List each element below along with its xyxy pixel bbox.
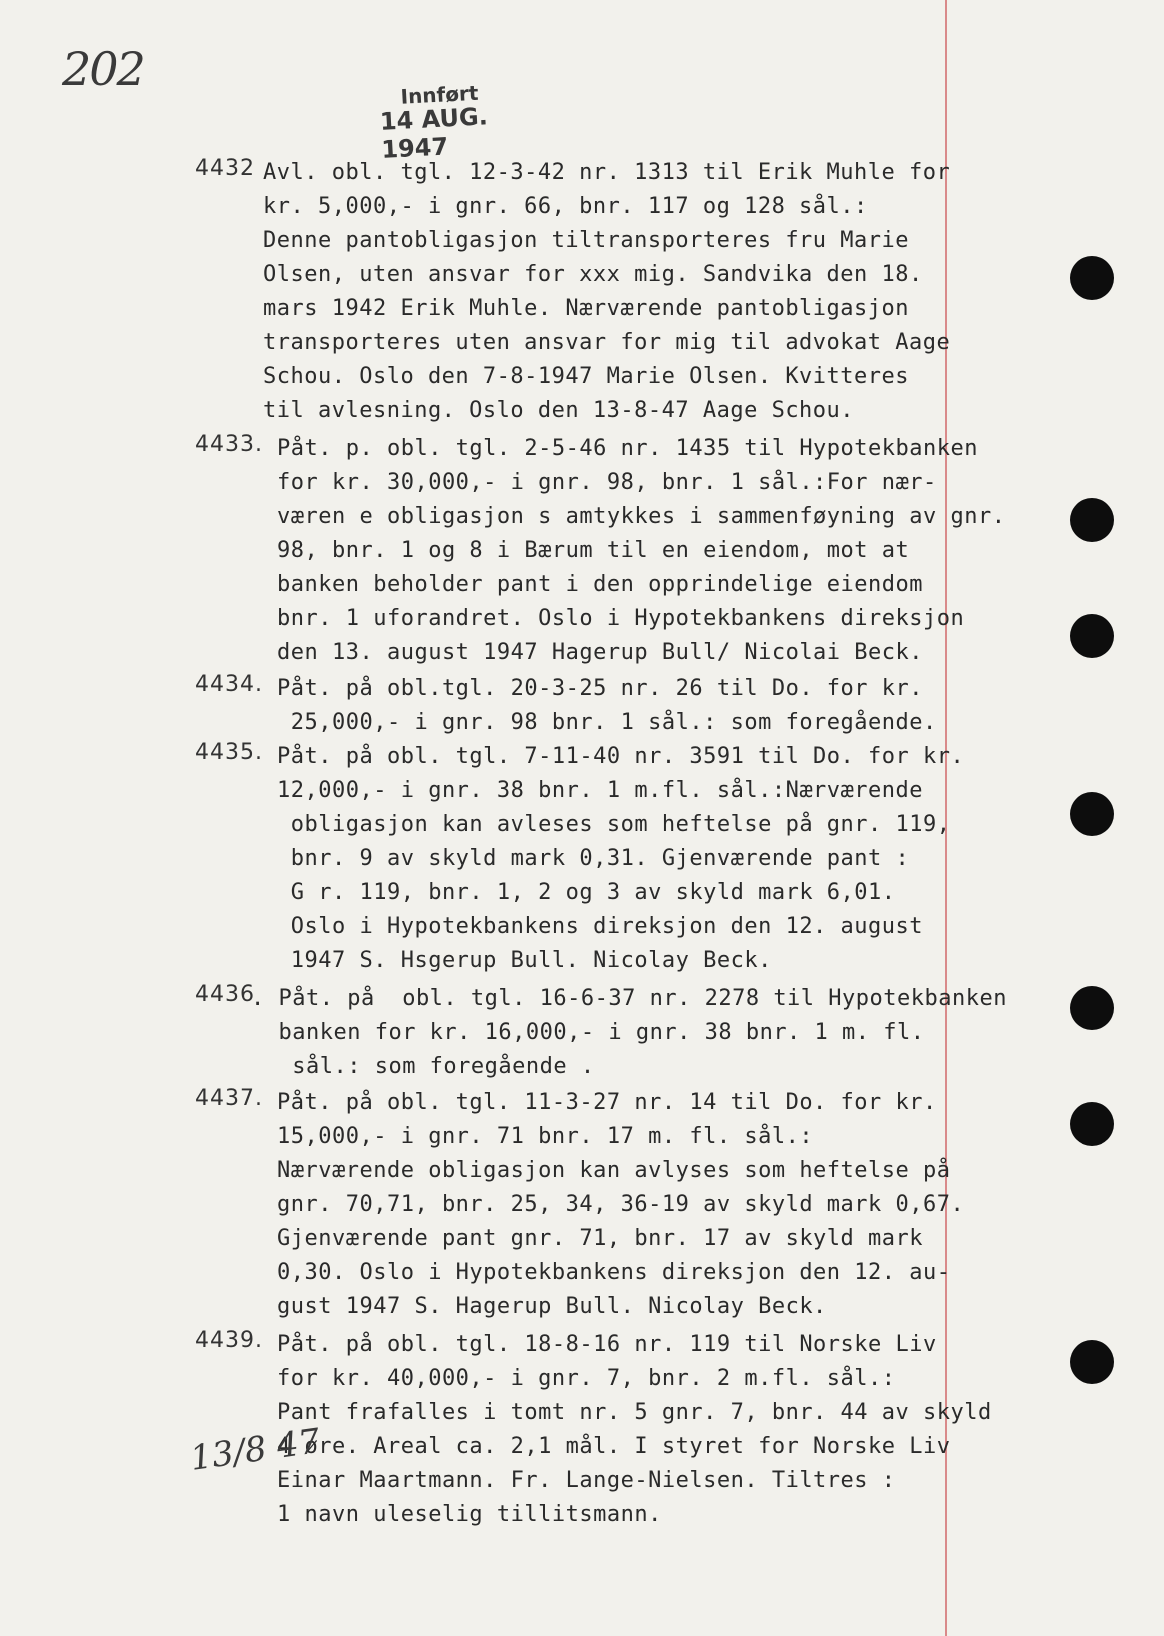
entry-line: gust 1947 S. Hagerup Bull. Nicolay Beck.: [277, 1294, 827, 1319]
entry-line: 25,000,- i gnr. 98 bnr. 1 sål.: som foregående.: [277, 710, 937, 735]
margin-note: 13/8 47: [187, 1421, 323, 1479]
entry-number: 4435.: [195, 740, 263, 765]
entry-line: banken beholder pant i den opprindelige eiendom: [277, 572, 924, 597]
entry-line: 12,000,- i gnr. 38 bnr. 1 m.fl. sål.:Nærværende: [277, 778, 924, 803]
entry-line: banken for kr. 16,000,- i gnr. 38 bnr. 1 m. fl.: [251, 1020, 925, 1045]
entry-line: obligasjon kan avleses som heftelse på gnr. 119,: [277, 812, 951, 837]
entry-line: Påt. p. obl. tgl. 2-5-46 nr. 1435 til Hypotekbanken: [277, 436, 979, 461]
entry-line: Schou. Oslo den 7-8-1947 Marie Olsen. Kvitteres: [263, 364, 910, 389]
entry-number: 4437.: [195, 1086, 263, 1111]
binder-hole: [1070, 1102, 1114, 1146]
entry-line: for kr. 30,000,- i gnr. 98, bnr. 1 sål.:For nær-: [277, 470, 937, 495]
entry-line: 1947 S. Hsgerup Bull. Nicolay Beck.: [277, 948, 772, 973]
entry-line: Påt. på obl. tgl. 11-3-27 nr. 14 til Do. for kr.: [277, 1090, 937, 1115]
entry-number: 4432: [195, 156, 255, 181]
entry-line: sål.: som foregående .: [251, 1054, 595, 1079]
entry-line: transporteres uten ansvar for mig til advokat Aage: [263, 330, 951, 355]
entry-number: 4434.: [195, 672, 263, 697]
binder-hole: [1070, 256, 1114, 300]
entry-number: 4433.: [195, 432, 263, 457]
stamp-label: Innført: [400, 80, 479, 109]
entry-line: Gjenværende pant gnr. 71, bnr. 17 av skyld mark: [277, 1226, 924, 1251]
entry-line: bnr. 9 av skyld mark 0,31. Gjenværende pant :: [277, 846, 910, 871]
binder-hole: [1070, 1340, 1114, 1384]
entry-line: kr. 5,000,- i gnr. 66, bnr. 117 og 128 sål.:: [263, 194, 868, 219]
page-number: 202: [62, 42, 144, 96]
entry-line: 0,30. Oslo i Hypotekbankens direksjon den 12. au-: [277, 1260, 951, 1285]
entry-line: G r. 119, bnr. 1, 2 og 3 av skyld mark 6,01.: [277, 880, 896, 905]
binder-hole: [1070, 792, 1114, 836]
entry-line: Nærværende obligasjon kan avlyses som heftelse på: [277, 1158, 951, 1183]
binder-hole: [1070, 614, 1114, 658]
entry-line: Påt. på obl. tgl. 7-11-40 nr. 3591 til Do. for kr.: [277, 744, 965, 769]
entry-line: 15,000,- i gnr. 71 bnr. 17 m. fl. sål.:: [277, 1124, 814, 1149]
entry-line: Denne pantobligasjon tiltransporteres fru Marie: [263, 228, 910, 253]
binder-hole: [1070, 986, 1114, 1030]
entry-line: Påt. på obl.tgl. 20-3-25 nr. 26 til Do. for kr.: [277, 676, 924, 701]
registration-stamp: [378, 78, 532, 164]
entry-line: den 13. august 1947 Hagerup Bull/ Nicolai Beck.: [277, 640, 924, 665]
entry-line: Einar Maartmann. Fr. Lange-Nielsen. Tiltres :: [277, 1468, 896, 1493]
entry-line: mars 1942 Erik Muhle. Nærværende pantobligasjon: [263, 296, 910, 321]
entry-line: Avl. obl. tgl. 12-3-42 nr. 1313 til Erik Muhle for: [263, 160, 951, 185]
entry-line: . Påt. på obl. tgl. 16-6-37 nr. 2278 til Hypotekbanken: [251, 986, 1007, 1011]
entry-line: til avlesning. Oslo den 13-8-47 Aage Schou.: [263, 398, 855, 423]
stamp-date: 14 AUG. 1947: [379, 102, 489, 164]
entry-line: Påt. på obl. tgl. 18-8-16 nr. 119 til Norske Liv: [277, 1332, 937, 1357]
entry-line: 4 øre. Areal ca. 2,1 mål. I styret for Norske Liv: [277, 1434, 951, 1459]
entry-number: 4439.: [195, 1328, 263, 1353]
entry-line: væren e obligasjon s amtykkes i sammenføyning av gnr.: [277, 504, 1006, 529]
entry-number: 4436: [195, 982, 255, 1007]
entry-line: Oslo i Hypotekbankens direksjon den 12. august: [277, 914, 924, 939]
entry-line: 98, bnr. 1 og 8 i Bærum til en eiendom, mot at: [277, 538, 910, 563]
entry-line: Olsen, uten ansvar for xxx mig. Sandvika den 18.: [263, 262, 923, 287]
entry-line: 1 navn uleselig tillitsmann.: [277, 1502, 662, 1527]
entry-line: for kr. 40,000,- i gnr. 7, bnr. 2 m.fl. sål.:: [277, 1366, 896, 1391]
entry-line: Pant frafalles i tomt nr. 5 gnr. 7, bnr. 44 av skyld: [277, 1400, 992, 1425]
binder-hole: [1070, 498, 1114, 542]
entry-line: bnr. 1 uforandret. Oslo i Hypotekbankens direksjon: [277, 606, 965, 631]
entry-line: gnr. 70,71, bnr. 25, 34, 36-19 av skyld mark 0,67.: [277, 1192, 965, 1217]
